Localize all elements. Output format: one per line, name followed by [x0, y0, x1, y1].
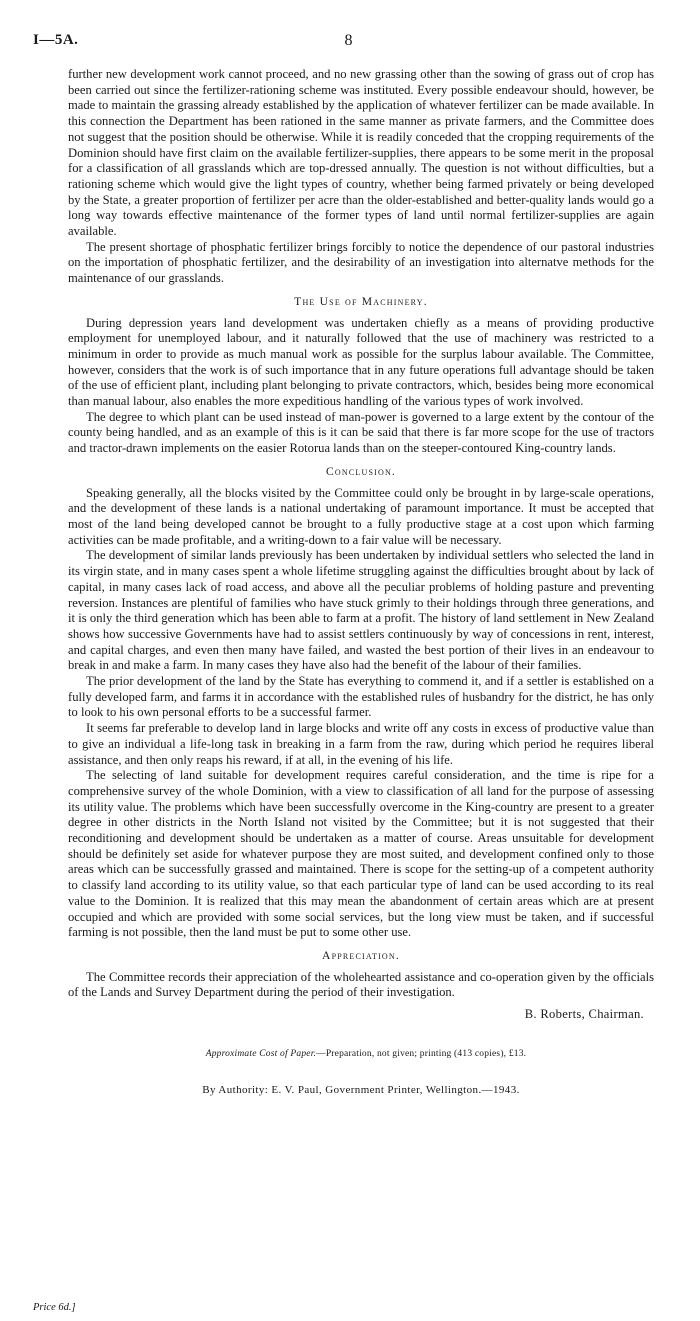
document-reference: I—5A. — [33, 32, 79, 48]
paragraph: The degree to which plant can be used instead of man-power is governed to a large extent by the contour of the county being handled, and as an example of this is it can be said that there is far more scope for the use of tractors and tractor-drawn implements on the easier Rotorua lands than on the steeper-contoured King-country lands. — [68, 409, 654, 456]
paragraph: During depression years land development was undertaken chiefly as a means of providing productive employment for unemployed labour, and it naturally followed that the use of machinery was restricted to a minimum in order to provide as much manual work as possible for the surplus labour available. The Committee, however, considers that the work is of such importance that in any future operations full advantage should be taken of the use of efficient plant, including plant belonging to private contractors, which, besides being more economical than manual labour, also enables the more expeditious handling of the various types of work involved. — [68, 315, 654, 409]
printer-authority: By Authority: E. V. Paul, Government Printer, Wellington.—1943. — [202, 1084, 520, 1097]
chairman-signature: B. Roberts, Chairman. — [524, 1007, 644, 1022]
paragraph: The prior development of the land by the State has everything to commend it, and if a settler is established on a fully developed farm, and farms it in accordance with the established rules of husbandry for the district, he has only to look to his own personal efforts to be a successful farmer. — [68, 674, 654, 720]
paragraph: The Committee records their appreciation of the wholehearted assistance and co-operation given by the officials of the Lands and Survey Department during the period of their investigation. — [68, 969, 654, 1000]
paragraph: The selecting of land suitable for development requires careful consideration, and the time is ripe for a comprehensive survey of the whole Dominion, with a view to classification of all land for the purpose of assessing its utility value. The problems which have been successfully overcome in the King-country are present to a greater degree in other districts in the North Island not visited by the Committee; but it is not suggested that their reconditioning and development should be undertaken as a matter of course. Areas unsuitable for development should be definitely set aside for whatever purpose they are most suited, and development confined only to those areas which can be successfully grassed and maintained. There is scope for the setting-up of a competent authority to classify land according to its utility value, so that each particular type of land can be used according to its real value to the Dominion. It is realized that this may mean the abandonment of certain areas which are at present occupied and which are provided with some social services, but the long view must be taken, and if successful farming is not possible, then the land must be put to some other use. — [68, 768, 654, 940]
paragraph: further new development work cannot proceed, and no new grassing other than the sowing of grass out of crop has been carried out since the fertilizer-rationing scheme was instituted. Every possible endeavour should, however, be made to maintain the grassing already established by the application of whatever fertilizer can be made available. In this connection the Department has been rationed in the same manner as private farmers, and the Committee does not suggest that the position should be otherwise. While it is readily conceded that the cropping requirements of the Dominion should have first claim on the available fertilizer-supplies, there appears to be some merit in the proposal for a classification of all grasslands which are top-dressed annually. The question is not without difficulties, but a rationing scheme which would give the light types of country, whether being farmed privately or being developed by the State, a greater proportion of fertilizer per acre than the older-established and better-quality lands would go a long way towards effective maintenance of the former types of land until normal fertilizer-supplies are again available. — [68, 67, 654, 239]
section-heading: Appreciation. — [322, 948, 400, 962]
cost-note — [78, 1047, 654, 1063]
document-body — [68, 67, 654, 1099]
section-machinery — [68, 294, 654, 457]
section-heading: Conclusion. — [325, 464, 397, 478]
section-conclusion — [68, 464, 654, 941]
cost-note-label: Approximate Cost of Paper. — [205, 1048, 317, 1059]
paragraph: The present shortage of phosphatic fertilizer brings forcibly to notice the dependence of our pastoral industries on the importation of phosphatic fertilizer, and the desirability of an investigation into alternatve methods for the maintenance of our grasslands. — [68, 239, 654, 286]
section-appreciation — [68, 948, 654, 1001]
section-heading: The Use of Machinery. — [294, 294, 428, 308]
section-intro — [68, 67, 654, 287]
cost-note-text: —Preparation, not given; printing (413 copies), £13. — [316, 1048, 527, 1059]
price-note: Price 6d.] — [33, 1302, 76, 1313]
paragraph: It seems far preferable to develop land in large blocks and write off any costs in excess of productive value than to give an individual a life-long task in breaking in a farm from the raw, during which period he requires liberal assistance, and then only reaps his reward, if at all, in the evening of his life. — [68, 721, 654, 767]
paragraph: Speaking generally, all the blocks visited by the Committee could only be brought in by large-scale operations, and the development of these lands is a national undertaking of paramount importance. It must be accepted that most of the land being developed cannot be brought to a fully productive stage at a cost upon which farming activities can be made profitable, and a writing-down to a fair value will be necessary. — [68, 485, 654, 547]
page-number: 8 — [344, 32, 353, 49]
page-header — [33, 32, 664, 54]
paragraph: The development of similar lands previously has been undertaken by individual settlers who selected the land in its virgin state, and in many cases spent a whole lifetime struggling against the difficulties brought about by lack of capital, in many cases lack of road access, and above all the peculiar problems of holding pasture and preventing reversion. Instances are plentiful of families who have stuck grimly to their holdings through three generations, and it is only the third generation which has been able to farm at a profit. The history of land settlement in New Zealand shows how successive Governments have had to assist settlers continuously by way of concessions in rent, interest, and capital charges, and even then many have failed, and wasted the best portion of their lives in an endeavour to break in and make a farm. In many cases they have also had the benefit of the labour of their families. — [68, 548, 654, 673]
